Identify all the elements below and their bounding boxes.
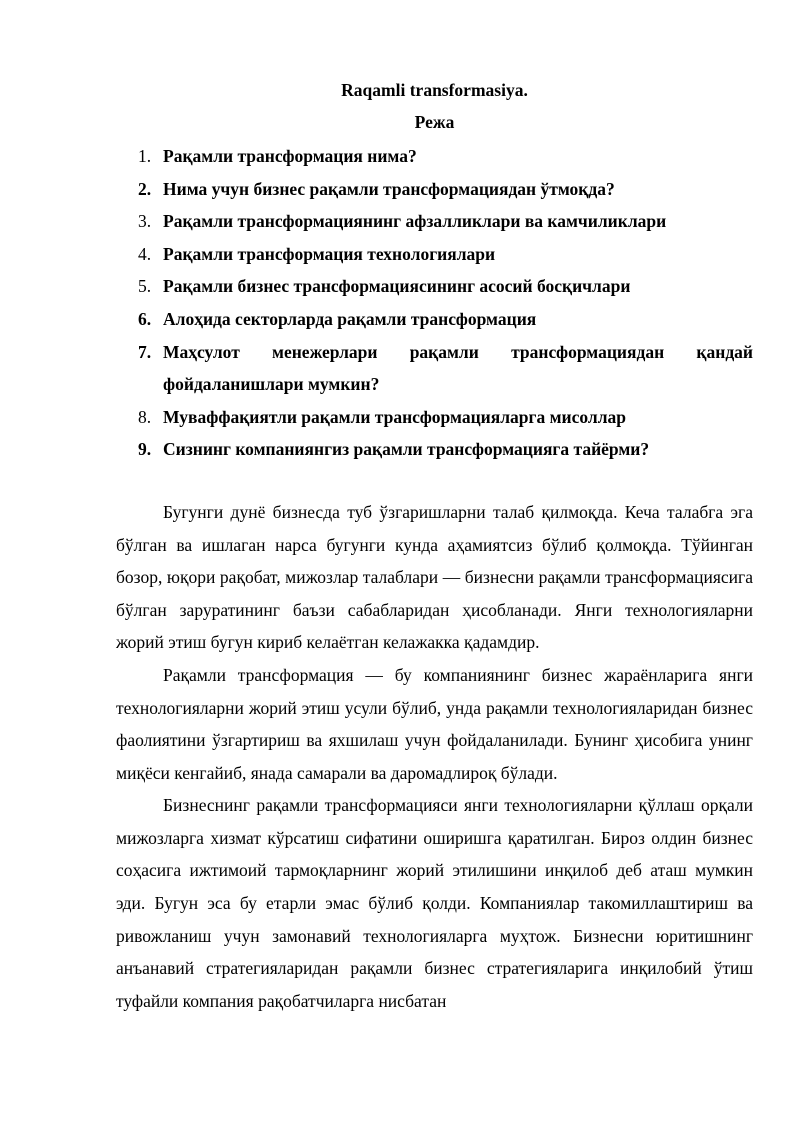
plan-item-number: 5. [138, 276, 152, 297]
plan-list [116, 140, 753, 466]
plan-item [116, 303, 753, 336]
plan-item-text: Рақамли бизнес трансформациясининг асосий босқичлари [163, 276, 631, 297]
plan-heading: Режа [414, 112, 455, 132]
plan-item-text: Маҳсулот менежерлари рақамли трансформациядан қандай фойдаланишлари мумкин? [163, 341, 753, 395]
body-paragraph: Бизнеснинг рақамли трансформацияси янги технологияларни қўллаш орқали мижозларга хизмат кўрсатиш сифатини оширишга қаратилган. Бироз олдин бизнес соҳасига ижтимоий тармоқларнинг жорий этилишини инқилоб деб аташ мумкин эди. Бугун эса бу етарли эмас бўлиб қолди. Компаниялар такомиллаштириш ва ривожланиш учун замонавий технологияларга муҳтож. Бизнесни юритишнинг анъанавий стратегияларидан рақамли бизнес стратегияларига инқилобий ўтиш туфайли компания рақобатчиларга нисбатан [116, 795, 753, 1011]
plan-item-text: Сизнинг компаниянгиз рақамли трансформацияга тайёрми? [163, 439, 650, 460]
plan-item-number: 6. [138, 308, 152, 329]
plan-item-number: 4. [138, 243, 152, 264]
body-paragraph: Рақамли трансформация — бу компаниянинг бизнес жараёнларига янги технологияларни жорий этиш усули бўлиб, унда рақамли технологияларидан бизнес фаолиятини ўзгартириш ва яхшилаш учун фойдаланилади. Бунинг ҳисобига унинг миқёси кенгайиб, янада самарали ва даромадлироқ бўлади. [116, 664, 753, 783]
plan-item [116, 140, 753, 173]
plan-item-text: Рақамли трансформациянинг афзалликлари ва камчиликлари [163, 211, 667, 232]
plan-item [116, 238, 753, 271]
body-paragraph: Бугунги дунё бизнесда туб ўзгаришларни талаб қилмоқда. Кеча талабга эга бўлган ва ишлаган нарса бугунги кунда аҳамиятсиз бўлиб қолмоқда. Тўйинган бозор, юқори рақобат, мижозлар талаблари — бизнесни рақамли трансформациясига бўлган заруратининг баъзи сабабларидан ҳисобланади. Янги технологияларни жорий этиш бугун кириб келаётган келажакка қадамдир. [116, 501, 753, 653]
plan-item-number: 3. [138, 211, 152, 232]
plan-item-number: 8. [138, 406, 152, 427]
plan-item [116, 270, 753, 303]
plan-item [116, 205, 753, 238]
section-spacer [116, 466, 753, 496]
plan-item-text: Рақамли трансформация технологиялари [163, 243, 496, 264]
document-page [116, 74, 753, 1017]
plan-item-text: Рақамли трансформация нима? [163, 146, 417, 166]
plan-item-number: 7. [138, 341, 152, 362]
plan-item [116, 401, 753, 434]
plan-item [116, 173, 753, 206]
plan-item [116, 336, 753, 401]
plan-item-number: 1. [138, 146, 152, 166]
plan-item-text: Муваффақиятли рақамли трансформацияларга мисоллар [163, 406, 626, 427]
document-title: Raqamli transformasiya. [341, 80, 528, 100]
plan-item-number: 9. [138, 439, 152, 460]
plan-item [116, 433, 753, 466]
plan-item-text: Алоҳида секторларда рақамли трансформация [163, 308, 537, 329]
plan-item-text: Нима учун бизнес рақамли трансформациядан ўтмоқда? [163, 178, 615, 199]
plan-item-number: 2. [138, 178, 152, 199]
